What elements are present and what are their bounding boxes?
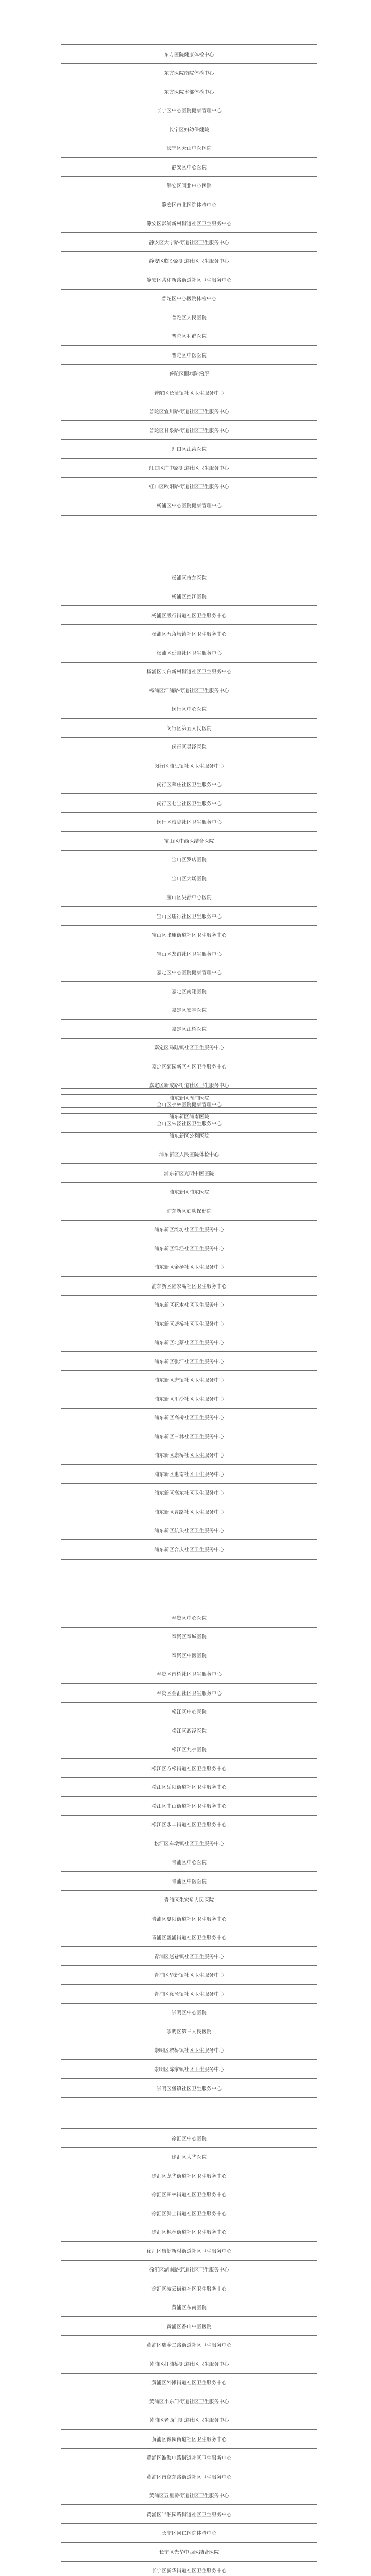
table-row: 崇明区第三人民医院 — [61, 2022, 317, 2041]
table-row: 松江区中山街道社区卫生服务中心 — [61, 1797, 317, 1816]
table-row: 嘉定区江桥医院 — [61, 1020, 317, 1039]
table-row: 长宁区新华街道社区卫生服务中心 — [61, 2562, 317, 2576]
table-row: 徐汇区大华医院 — [61, 2148, 317, 2167]
table-row: 崇明区堡镇社区卫生服务中心 — [156, 2086, 222, 2092]
table-row: 浦东新区人民医院体检中心 — [61, 1145, 317, 1164]
table-row: 静安区市北医院体检中心 — [61, 195, 317, 214]
table-row: 浦东新区妇幼保健院 — [61, 1201, 317, 1221]
table-row: 嘉定区安亭医院 — [61, 1001, 317, 1020]
table-row: 浦东新区浦东医院 — [61, 1183, 317, 1202]
table-row: 宝山区中西医结合医院 — [61, 832, 317, 851]
table-row: 长宁区妇幼保健院 — [61, 120, 317, 139]
table-row: 虹口区江湾医院 — [61, 440, 317, 459]
table-row: 浦东新区唐镇社区卫生服务中心 — [61, 1371, 317, 1390]
table-row: 静安区中心医院 — [61, 158, 317, 177]
table-row: 宝山区大场医院 — [61, 869, 317, 888]
table-row: 浦东新区塘桥社区卫生服务中心 — [61, 1314, 317, 1333]
table-row: 杨浦区延吉社区卫生服务中心 — [61, 643, 317, 663]
table-row: 静安区闸北中心医院 — [61, 177, 317, 196]
document-page-5 — [0, 2081, 371, 2576]
table-row: 长宁区同仁医院体检中心 — [61, 2524, 317, 2543]
table-row: 浦东新区张江社区卫生服务中心 — [61, 1352, 317, 1371]
hospital-table-3 — [61, 1088, 317, 1560]
table-row: 嘉定区中心医院健康管理中心 — [61, 963, 317, 982]
table-row: 浦东新区金杨社区卫生服务中心 — [61, 1258, 317, 1277]
table-row: 浦东新区川沙社区卫生服务中心 — [61, 1389, 317, 1409]
table-row: 浦东新区花木社区卫生服务中心 — [61, 1296, 317, 1315]
table-row: 奉贤区中医医院 — [61, 1646, 317, 1665]
table-row: 奉贤区奉城医院 — [61, 1628, 317, 1647]
table-row: 徐汇区凌云街道社区卫生服务中心 — [61, 2279, 317, 2298]
table-row: 浦东新区高东社区卫生服务中心 — [61, 1484, 317, 1503]
table-row: 松江区中心医院 — [61, 1703, 317, 1722]
table-row: 普陀区眼病防治所 — [61, 365, 317, 384]
table-row: 长宁区天山中医医院 — [61, 139, 317, 158]
table-row: 嘉定区新成路街道社区卫生服务中心 — [61, 1076, 317, 1095]
table-row: 徐汇区湖南路街道社区卫生服务中心 — [61, 2261, 317, 2280]
table-row: 青浦区盈浦街道社区卫生服务中心 — [61, 1928, 317, 1947]
table-row: 杨浦区控江医院 — [61, 587, 317, 606]
table-row: 崇明区陈家镇社区卫生服务中心 — [61, 2060, 317, 2079]
table-row: 奉贤区金汇社区卫生服务中心 — [61, 1684, 317, 1703]
table-row: 松江区泗泾医院 — [61, 1721, 317, 1740]
table-row: 金山区朱泾社区卫生服务中心 — [156, 1121, 222, 1127]
table-row: 浦东新区周浦医院 — [61, 1089, 317, 1108]
document-page-1 — [0, 0, 371, 520]
table-row: 奉贤区中心医院 — [61, 1608, 317, 1628]
table-row: 松江区岳阳街道社区卫生服务中心 — [61, 1778, 317, 1797]
table-row: 普陀区人民医院 — [61, 308, 317, 327]
hospital-table-4 — [61, 1608, 317, 2098]
table-row: 浦东新区公利医院 — [61, 1126, 317, 1145]
table-row: 虹口区广中路街道社区卫生服务中心 — [61, 459, 317, 478]
table-row: 黄浦区半淞园路街道社区卫生服务中心 — [61, 2505, 317, 2524]
table-row: 闵行区七宝社区卫生服务中心 — [61, 794, 317, 813]
table-row: 黄浦区老西门街道社区卫生服务中心 — [61, 2411, 317, 2430]
table-row: 静安区共和新路街道社区卫生服务中心 — [61, 270, 317, 290]
table-row: 浦东新区陆家嘴社区卫生服务中心 — [61, 1277, 317, 1296]
table-row: 闵行区第五人民医院 — [61, 719, 317, 738]
table-row: 虹口区欧阳路街道社区卫生服务中心 — [61, 478, 317, 497]
table-row: 静安区彭浦新村街道社区卫生服务中心 — [61, 214, 317, 233]
table-row: 杨浦区殷行街道社区卫生服务中心 — [61, 606, 317, 625]
table-row: 浦东新区潍坊社区卫生服务中心 — [61, 1221, 317, 1240]
table-row: 浦东新区康桥社区卫生服务中心 — [61, 1446, 317, 1465]
table-row: 黄浦区小东门街道社区卫生服务中心 — [61, 2392, 317, 2411]
table-row: 黄浦区外滩街道社区卫生服务中心 — [61, 2374, 317, 2393]
table-row: 青浦区中心医院 — [61, 1853, 317, 1872]
table-row: 黄浦区豫园街道社区卫生服务中心 — [61, 2430, 317, 2449]
table-row: 松江区车墩镇社区卫生服务中心 — [61, 1834, 317, 1853]
table-row: 青浦区华新镇社区卫生服务中心 — [61, 1966, 317, 1985]
table-row: 普陀区利群医院 — [61, 327, 317, 346]
table-row: 闵行区浦江镇社区卫生服务中心 — [61, 756, 317, 775]
table-row: 杨浦区江浦路街道社区卫生服务中心 — [61, 681, 317, 700]
table-row: 浦东新区曹路社区卫生服务中心 — [61, 1502, 317, 1521]
table-row: 宝山区罗店医院 — [61, 851, 317, 870]
table-row: 宝山区庙行社区卫生服务中心 — [61, 907, 317, 926]
table-row: 浦东新区洋泾社区卫生服务中心 — [61, 1239, 317, 1258]
table-row: 闵行区莘庄社区卫生服务中心 — [61, 775, 317, 794]
table-row: 徐汇区田林街道社区卫生服务中心 — [61, 2185, 317, 2205]
table-row: 静安区临汾路街道社区卫生服务中心 — [61, 252, 317, 271]
table-row: 嘉定区南翔医院 — [61, 982, 317, 1001]
table-row: 松江区九亭医院 — [61, 1740, 317, 1759]
table-row: 东方医院健康体检中心 — [61, 45, 317, 64]
table-row: 徐汇区斜土街道社区卫生服务中心 — [61, 2204, 317, 2223]
table-row: 青浦区夏阳街道社区卫生服务中心 — [61, 1909, 317, 1928]
table-row: 浦东新区光明中医医院 — [61, 1164, 317, 1183]
table-row: 黄浦区瑞金二路街道社区卫生服务中心 — [61, 2336, 317, 2355]
table-row: 闵行区吴泾医院 — [61, 738, 317, 757]
table-row: 普陀区中医医院 — [61, 346, 317, 365]
table-row: 闵行区中心医院 — [61, 700, 317, 719]
table-row: 杨浦区中心医院健康管理中心 — [156, 503, 222, 510]
table-row: 崇明区城桥镇社区卫生服务中心 — [61, 2041, 317, 2060]
table-row: 浦东新区北蔡社区卫生服务中心 — [61, 1333, 317, 1352]
table-row: 松江区方松街道社区卫生服务中心 — [61, 1759, 317, 1778]
table-row: 闵行区梅陇社区卫生服务中心 — [61, 813, 317, 832]
table-row: 徐汇区枫林街道社区卫生服务中心 — [61, 2223, 317, 2242]
table-row: 杨浦区长白新村街道社区卫生服务中心 — [61, 663, 317, 682]
table-row: 东方医院南院体检中心 — [61, 64, 317, 83]
table-row: 黄浦区东南医院 — [61, 2298, 317, 2317]
table-row: 徐汇区中心医院 — [61, 2129, 317, 2148]
table-row: 长宁区中心医院健康管理中心 — [61, 101, 317, 121]
table-row: 浦东新区浦南医院 — [61, 1108, 317, 1127]
table-row: 黄浦区淮海中路街道社区卫生服务中心 — [61, 2449, 317, 2468]
table-row: 浦东新区合庆社区卫生服务中心 — [154, 1547, 224, 1553]
table-row: 杨浦区五角场镇社区卫生服务中心 — [61, 625, 317, 644]
table-row: 普陀区宜川路街道社区卫生服务中心 — [61, 402, 317, 421]
table-row: 青浦区中医医院 — [61, 1872, 317, 1891]
table-row: 普陀区中心医院体检中心 — [61, 290, 317, 309]
document-page-4 — [0, 1561, 371, 2092]
table-row: 黄浦区香山中医医院 — [61, 2317, 317, 2336]
table-row: 青浦区赵巷镇社区卫生服务中心 — [61, 1947, 317, 1966]
table-row: 浦东新区惠南社区卫生服务中心 — [61, 1465, 317, 1484]
table-row: 黄浦区南京东路街道社区卫生服务中心 — [61, 2467, 317, 2486]
table-row: 松江区永丰街道社区卫生服务中心 — [61, 1816, 317, 1835]
hospital-table-1 — [61, 44, 317, 516]
table-row: 黄浦区五里桥街道社区卫生服务中心 — [61, 2486, 317, 2505]
table-row: 宝山区吴淞中心医院 — [61, 888, 317, 907]
table-row: 青浦区朱家角人民医院 — [61, 1891, 317, 1910]
table-row: 静安区大宁路街道社区卫生服务中心 — [61, 233, 317, 252]
table-row: 黄浦区打浦桥街道社区卫生服务中心 — [61, 2354, 317, 2374]
table-row: 长宁区光华中西医结合医院 — [61, 2543, 317, 2562]
table-row: 宝山区友谊社区卫生服务中心 — [61, 944, 317, 963]
table-row: 嘉定区菊园新区社区卫生服务中心 — [61, 1057, 317, 1076]
table-row: 徐汇区龙华街道社区卫生服务中心 — [61, 2166, 317, 2185]
table-row: 青浦区徐泾镇社区卫生服务中心 — [61, 1985, 317, 2004]
table-row: 嘉定区马陆镇社区卫生服务中心 — [61, 1039, 317, 1058]
table-row: 奉贤区南桥社区卫生服务中心 — [61, 1665, 317, 1684]
table-row: 东方医院本部体检中心 — [61, 82, 317, 101]
table-row: 杨浦区市东医院 — [61, 568, 317, 587]
table-row: 宝山区张庙街道社区卫生服务中心 — [61, 926, 317, 945]
table-row: 崇明区中心医院 — [61, 2004, 317, 2023]
table-row: 普陀区长征镇社区卫生服务中心 — [61, 383, 317, 402]
table-row: 金山区亭林医院健康管理中心 — [61, 1095, 317, 1114]
table-row: 普陀区甘泉路街道社区卫生服务中心 — [61, 421, 317, 440]
table-row: 徐汇区康健新村街道社区卫生服务中心 — [61, 2242, 317, 2261]
hospital-table-5 — [61, 2128, 317, 2576]
table-row: 浦东新区航头社区卫生服务中心 — [61, 1521, 317, 1540]
document-page-3 — [0, 1041, 371, 1561]
table-row: 浦东新区三林社区卫生服务中心 — [61, 1427, 317, 1446]
table-row: 浦东新区高桥社区卫生服务中心 — [61, 1409, 317, 1428]
